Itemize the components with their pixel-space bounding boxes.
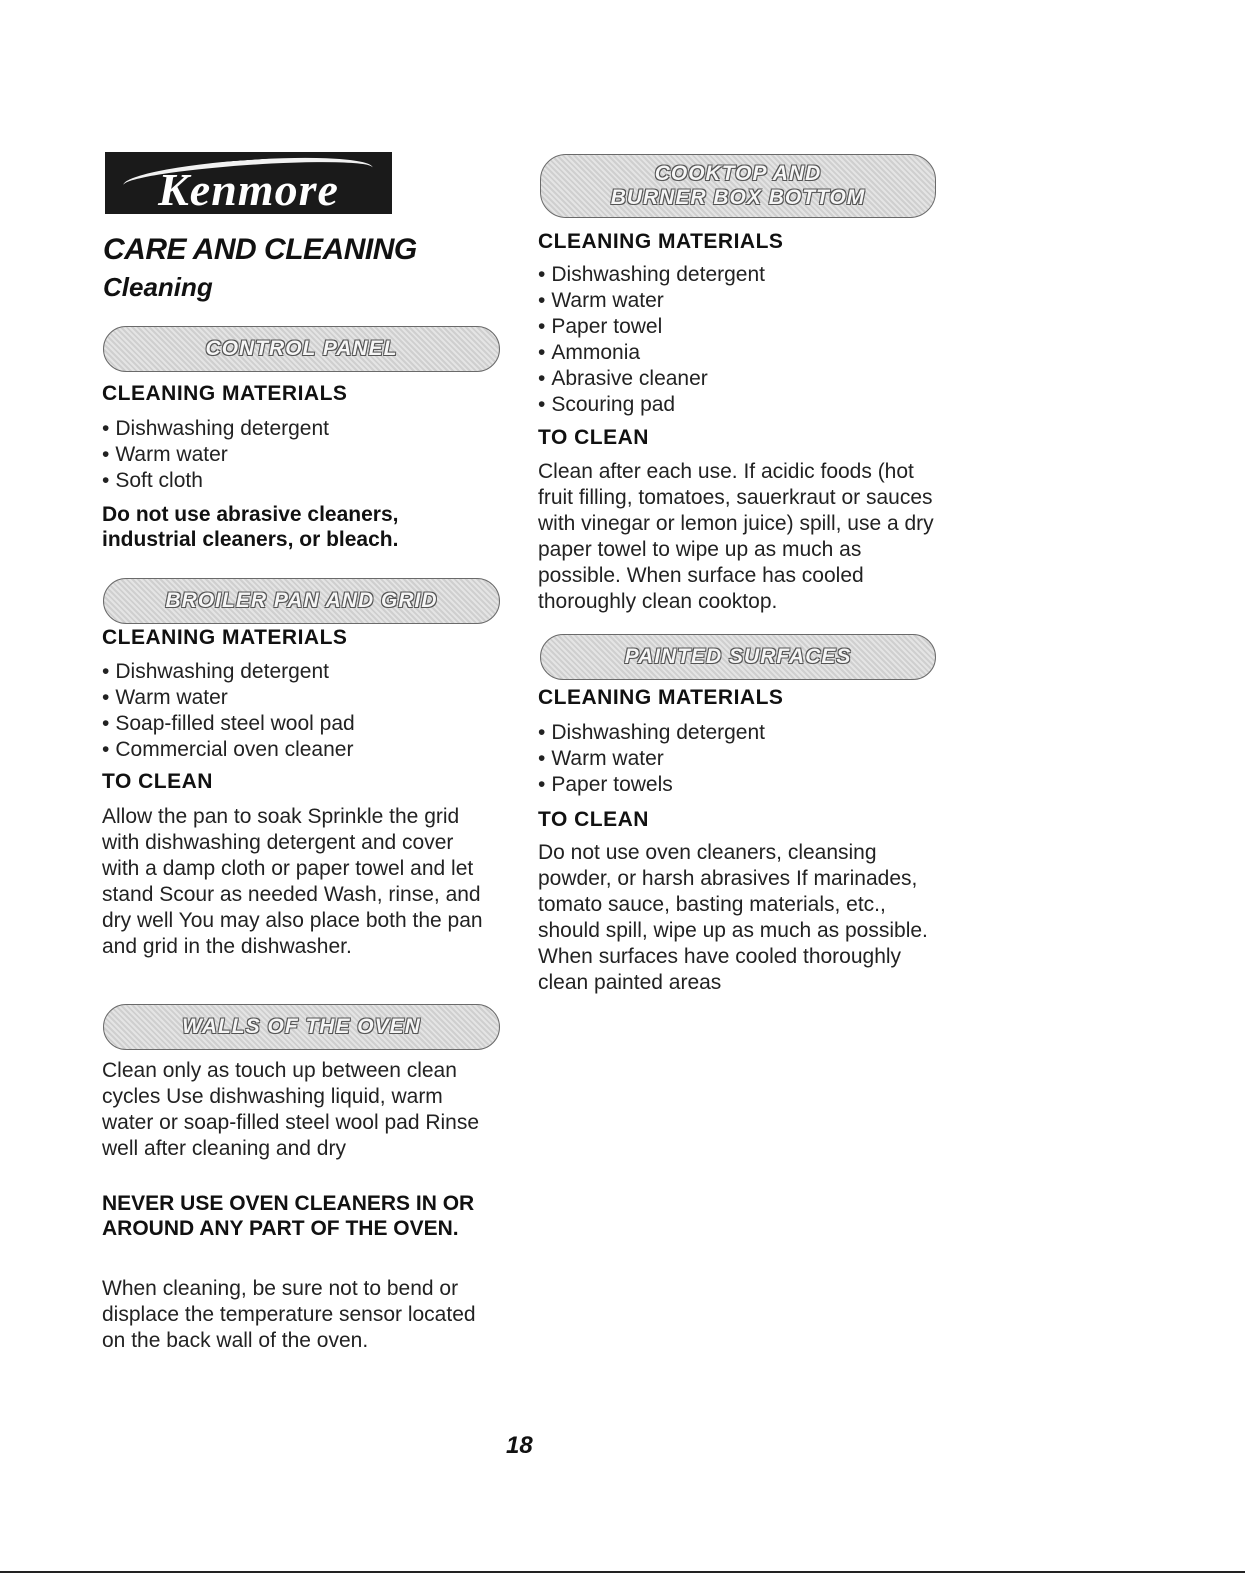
list-item: • Dishwashing detergent <box>538 720 765 746</box>
list-item: • Ammonia <box>538 340 765 366</box>
banner-cooktop-line2: BURNER BOX BOTTOM <box>610 186 866 209</box>
list-item: • Paper towel <box>538 314 765 340</box>
list-item: • Paper towels <box>538 772 765 798</box>
cooktop-materials-heading: CLEANING MATERIALS <box>538 230 784 253</box>
broiler-clean-heading: TO CLEAN <box>102 770 213 793</box>
walls-warning: NEVER USE OVEN CLEANERS IN OR AROUND ANY PART OF THE OVEN. <box>102 1192 475 1240</box>
page-subtitle: Cleaning <box>103 272 213 302</box>
list-item: • Soap-filled steel wool pad <box>102 711 355 737</box>
kenmore-logo <box>105 152 392 214</box>
painted-materials-list <box>538 720 765 798</box>
control-panel-materials-list <box>102 416 329 494</box>
banner-walls-oven <box>103 1004 500 1050</box>
cooktop-clean-text: Clean after each use. If acidic foods (hot fruit filling, tomatoes, sauerkraut or sauces with vinegar or lemon juice) spill, use a dry paper towel to wipe up as much as possible. When surface has cooled thoroughly clean cooktop. <box>538 460 934 613</box>
list-item: • Commercial oven cleaner <box>102 737 355 763</box>
broiler-clean-text: Allow the pan to soak Sprinkle the grid with dishwashing detergent and cover with a damp cloth or paper towel and let stand Scour as needed Wash, rinse, and dry well You may also place both the pan and grid in the dishwasher. <box>102 805 483 958</box>
page-title: CARE AND CLEANING <box>103 233 417 266</box>
banner-painted-surfaces-label: PAINTED SURFACES <box>624 645 852 668</box>
list-item: • Warm water <box>102 685 355 711</box>
list-item: • Warm water <box>538 288 765 314</box>
list-item: • Dishwashing detergent <box>538 262 765 288</box>
cooktop-materials-list <box>538 262 765 418</box>
list-item: • Soft cloth <box>102 468 329 494</box>
banner-walls-oven-label: WALLS OF THE OVEN <box>182 1015 421 1038</box>
page-bottom-rule <box>0 1571 1245 1573</box>
walls-note: When cleaning, be sure not to bend or displace the temperature sensor located on the back wall of the oven. <box>102 1277 476 1352</box>
list-item: • Dishwashing detergent <box>102 659 355 685</box>
control-panel-materials-heading: CLEANING MATERIALS <box>102 382 348 405</box>
list-item: • Abrasive cleaner <box>538 366 765 392</box>
banner-cooktop-line1: COOKTOP AND <box>654 162 822 185</box>
broiler-materials-list <box>102 659 355 763</box>
painted-clean-heading: TO CLEAN <box>538 808 649 831</box>
control-panel-warning: Do not use abrasive cleaners, industrial cleaners, or bleach. <box>102 503 399 551</box>
list-item: • Dishwashing detergent <box>102 416 329 442</box>
logo-text: Kenmore <box>158 163 339 214</box>
banner-control-panel <box>103 326 500 372</box>
walls-text: Clean only as touch up between clean cycles Use dishwashing liquid, warm water or soap-filled steel wool pad Rinse well after cleaning and dry <box>102 1059 480 1160</box>
painted-clean-text: Do not use oven cleaners, cleansing powder, or harsh abrasives If marinades, tomato sauce, basting materials, etc., should spill, wipe up as much as possible. When surfaces have cooled thoroughly clean painted areas <box>538 841 928 994</box>
painted-materials-heading: CLEANING MATERIALS <box>538 686 784 709</box>
page-number: 18 <box>506 1432 533 1459</box>
list-item: • Scouring pad <box>538 392 765 418</box>
list-item: • Warm water <box>538 746 765 772</box>
cooktop-clean-heading: TO CLEAN <box>538 426 649 449</box>
banner-control-panel-label: CONTROL PANEL <box>205 337 398 360</box>
banner-painted-surfaces <box>540 634 936 680</box>
broiler-materials-heading: CLEANING MATERIALS <box>102 626 348 649</box>
list-item: • Warm water <box>102 442 329 468</box>
banner-broiler-pan <box>103 578 500 624</box>
banner-broiler-pan-label: BROILER PAN AND GRID <box>165 589 438 612</box>
banner-cooktop <box>540 154 936 218</box>
